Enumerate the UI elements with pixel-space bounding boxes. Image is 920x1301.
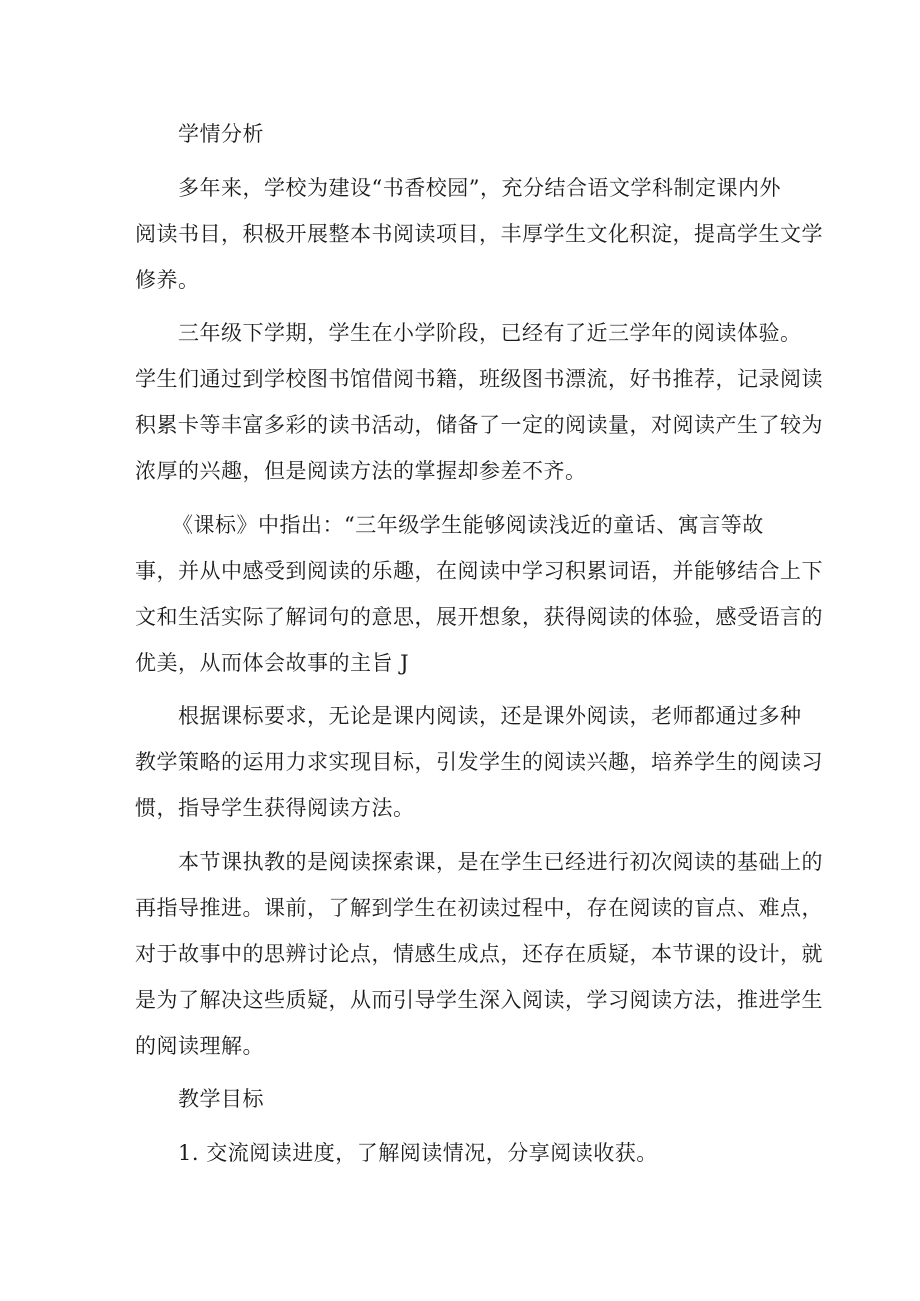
paragraph-line: 文和生活实际了解词句的意思，展开想象，获得阅读的体验，感受语言的 [135, 605, 823, 629]
paragraph-line: 学生们通过到学校图书馆借阅书籍，班级图书漂流，好书推荐，记录阅读 [135, 367, 823, 391]
section-heading-student-analysis: 学情分析 [178, 122, 264, 146]
paragraph-line: 根据课标要求，无论是课内阅读，还是课外阅读，老师都通过多种 [178, 704, 802, 728]
paragraph-line: 本节课执教的是阅读探索课，是在学生已经进行初次阅读的基础上的 [178, 850, 823, 874]
paragraph-line: 阅读书目，积极开展整本书阅读项目，丰厚学生文化积淀，提高学生文学 [135, 222, 823, 246]
paragraph-line: 多年来，学校为建设“书香校园”，充分结合语文学科制定课内外 [178, 176, 781, 200]
paragraph-line: 事，并从中感受到阅读的乐趣，在阅读中学习积累词语，并能够结合上下 [135, 559, 823, 583]
paragraph-line: 是为了解决这些质疑，从而引导学生深入阅读，学习阅读方法，推进学生 [135, 988, 823, 1012]
paragraph-line: 浓厚的兴趣，但是阅读方法的掌握却参差不齐。 [135, 459, 587, 483]
paragraph-line: 三年级下学期，学生在小学阶段，已经有了近三学年的阅读体验。 [178, 321, 802, 345]
paragraph-line: 再指导推进。课前，了解到学生在初读过程中，存在阅读的盲点、难点， [135, 896, 823, 920]
goal-item: 1. 交流阅读进度，了解阅读情况，分享阅读收获。 [178, 1141, 658, 1165]
paragraph-line: 积累卡等丰富多彩的读书活动，储备了一定的阅读量，对阅读产生了较为 [135, 413, 823, 437]
paragraph-line: 修养。 [135, 268, 200, 292]
paragraph-line: 惯，指导学生获得阅读方法。 [135, 796, 415, 820]
paragraph-line: 教学策略的运用力求实现目标，引发学生的阅读兴趣，培养学生的阅读习 [135, 750, 823, 774]
paragraph-line: 的阅读理解。 [135, 1034, 264, 1058]
section-heading-teaching-goals: 教学目标 [178, 1087, 264, 1111]
paragraph-line: 优美，从而体会故事的主旨 J [135, 651, 410, 675]
paragraph-line: 《课标》中指出：“三年级学生能够阅读浅近的童话、寓言等故 [172, 513, 764, 537]
paragraph-line: 对于故事中的思辨讨论点，情感生成点，还存在质疑，本节课的设计，就 [135, 942, 823, 966]
